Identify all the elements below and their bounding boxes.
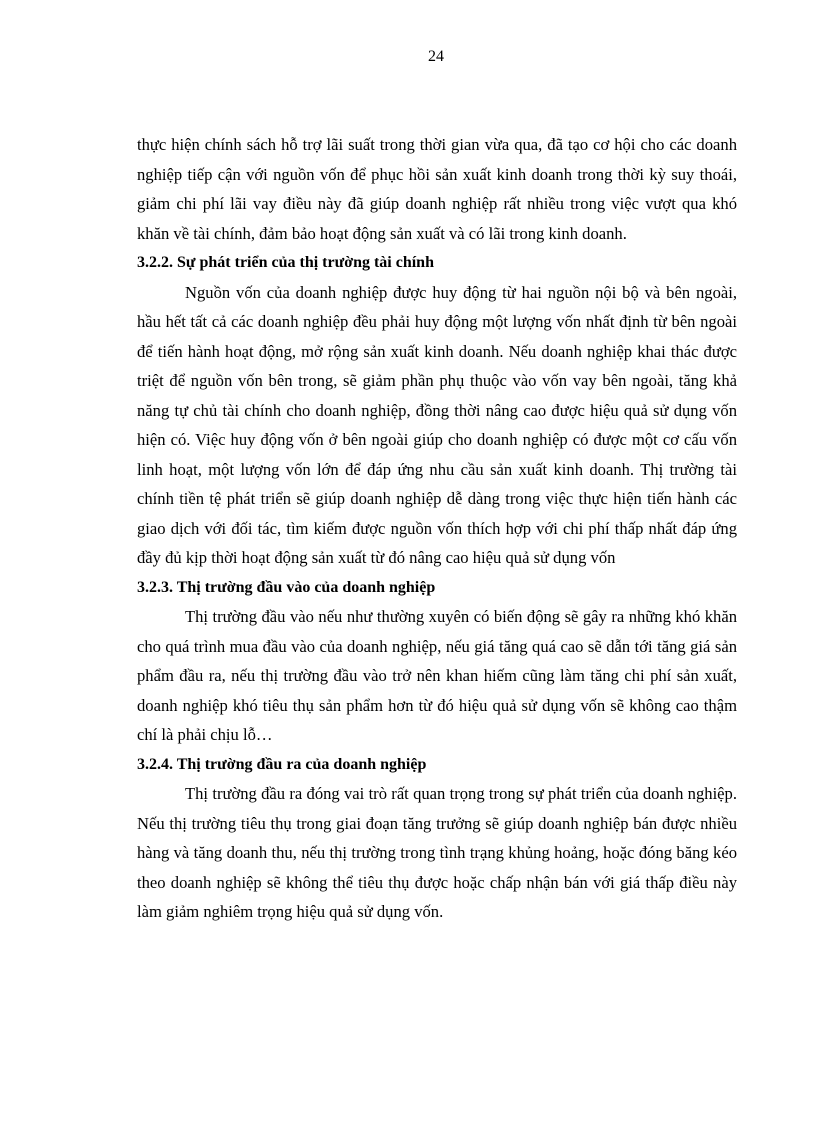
paragraph-financial-market: Nguồn vốn của doanh nghiệp được huy động từ hai nguồn nội bộ và bên ngoài, hầu hết tất cả các doanh nghiệp đều phải huy động một lượng vốn nhất định từ bên ngoài để tiến hành hoạt động, mở rộng sản xuất kinh doanh. Nếu doanh nghiệp khai thác được triệt để nguồn vốn bên trong, sẽ giảm phần phụ thuộc vào vốn vay bên ngoài, tăng khả năng tự chủ tài chính cho doanh nghiệp, đồng thời nâng cao được hiệu quả sử dụng vốn hiện có. Việc huy động vốn ở bên ngoài giúp cho doanh nghiệp có được một cơ cấu vốn linh hoạt, một lượng vốn lớn để đáp ứng nhu cầu sản xuất kinh doanh. Thị trường tài chính tiền tệ phát triển sẽ giúp doanh nghiệp dễ dàng trong việc thực hiện tiến hành các giao dịch với đối tác, tìm kiếm được nguồn vốn thích hợp với chi phí thấp nhất đáp ứng đầy đủ kịp thời hoạt động sản xuất từ đó nâng cao hiệu quả sử dụng vốn [137,282,737,567]
paragraph-continued: thực hiện chính sách hỗ trợ lãi suất trong thời gian vừa qua, đã tạo cơ hội cho các doanh nghiệp tiếp cận với nguồn vốn để phục hồi sản xuất kinh doanh trong thời kỳ suy thoái, giảm chi phí lãi vay điều này đã giúp doanh nghiệp rất nhiều trong việc vượt qua khó khăn về tài chính, đảm bảo hoạt động sản xuất và có lãi trong kinh doanh. [137,135,737,243]
heading-3-2-4: 3.2.4. Thị trường đầu ra của doanh nghiệp [137,755,427,773]
heading-3-2-2: 3.2.2. Sự phát triển của thị trường tài chính [137,254,434,271]
paragraph-input-market: Thị trường đầu vào nếu như thường xuyên có biến động sẽ gây ra những khó khăn cho quá trình mua đầu vào của doanh nghiệp, nếu giá tăng quá cao sẽ dẫn tới tăng giá sản phẩm đầu ra, nếu thị trường đầu vào trở nên khan hiếm cũng làm tăng chi phí sản xuất, doanh nghiệp khó tiêu thụ sản phẩm hơn từ đó hiệu quả sử dụng vốn sẽ không cao thậm chí là phải chịu lỗ… [137,607,737,744]
paragraph-output-market: Thị trường đầu ra đóng vai trò rất quan trọng trong sự phát triển của doanh nghiệp. Nếu thị trường tiêu thụ trong giai đoạn tăng trưởng sẽ giúp doanh nghiệp bán được nhiều hàng và tăng doanh thu, nếu thị trường trong tình trạng khủng hoảng, hoặc đóng băng kéo theo doanh nghiệp sẽ không thể tiêu thụ được hoặc chấp nhận bán với giá thấp điều này làm giảm nghiêm trọng hiệu quả sử dụng vốn. [137,784,737,921]
heading-3-2-3: 3.2.3. Thị trường đầu vào của doanh nghiệp [137,578,436,596]
page-content [137,130,737,927]
page-number: 24 [428,48,444,65]
